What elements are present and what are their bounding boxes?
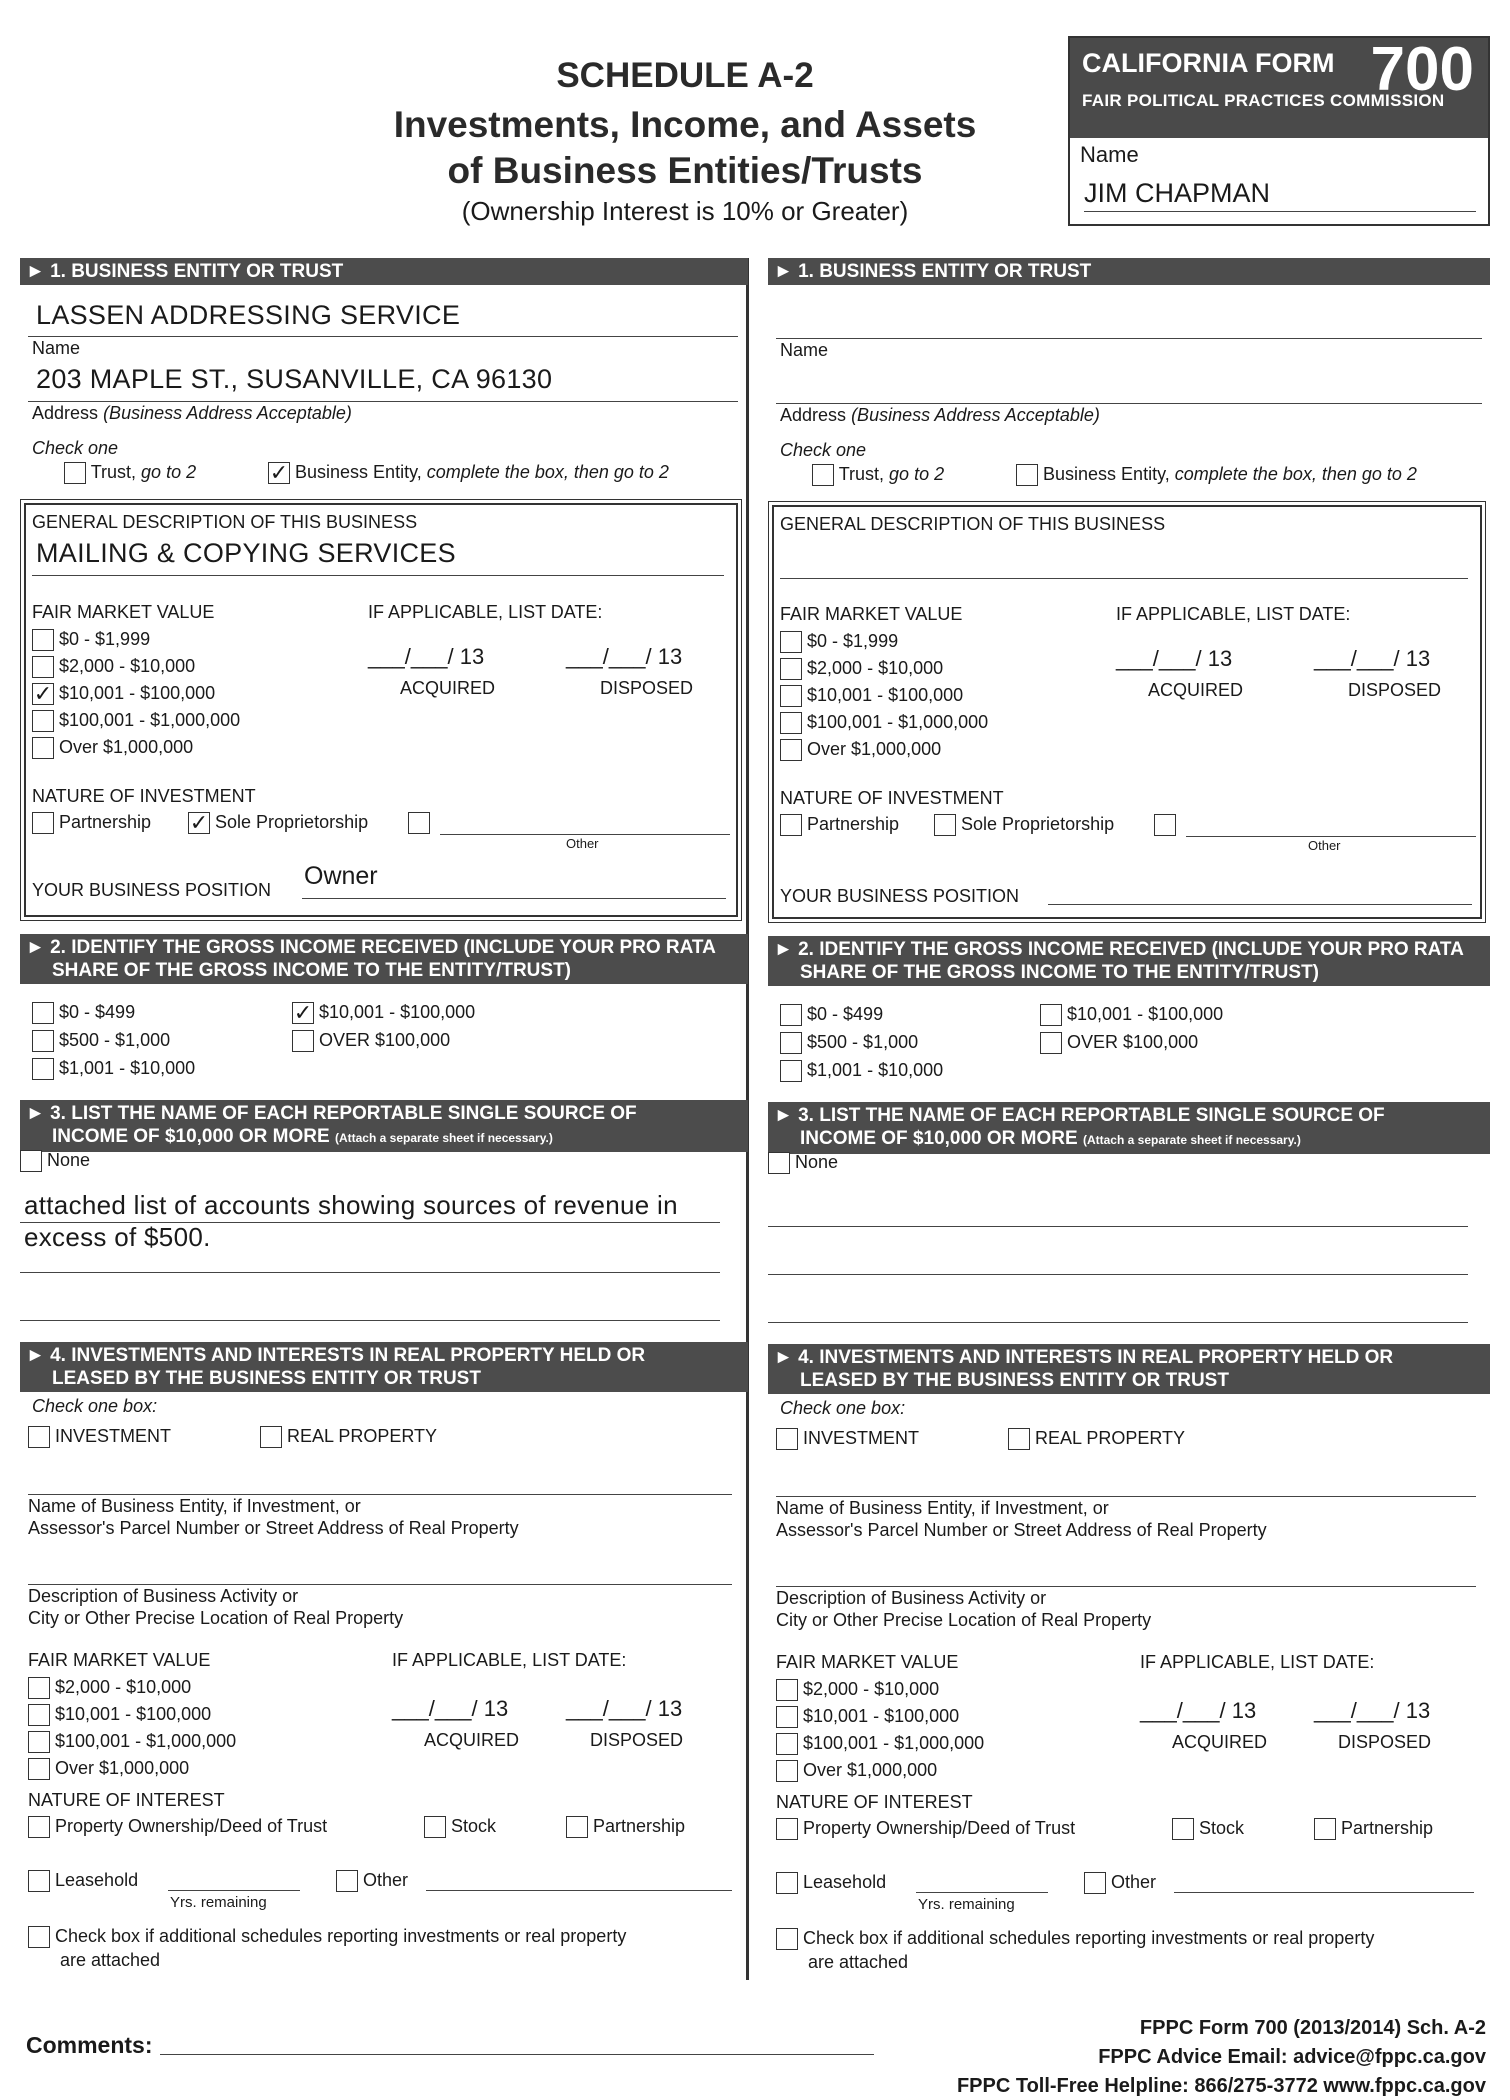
r-acquired-date-field[interactable]: ___/___/ 13	[1116, 646, 1233, 671]
acquired-date-field[interactable]: ___/___/ 13	[368, 644, 485, 669]
r-fmv-checkbox-4[interactable]	[780, 712, 802, 734]
business-description-field[interactable]	[32, 575, 724, 576]
form-label: CALIFORNIA FORM	[1082, 48, 1335, 78]
r-name-label: Name	[780, 340, 829, 360]
income-option-5: OVER $100,000	[319, 1030, 451, 1050]
r-other-interest-field[interactable]	[1174, 1892, 1474, 1893]
r-fmv-checkbox-5[interactable]	[780, 739, 802, 761]
nature-investment-label: NATURE OF INVESTMENT	[32, 786, 256, 806]
fmv-checkbox-3[interactable]: ✓	[33, 681, 53, 707]
r-income-option-2: $500 - $1,000	[807, 1032, 919, 1052]
income-option-4: $10,001 - $100,000	[319, 1002, 476, 1022]
r-business-entity-label: Business Entity,	[1043, 464, 1170, 484]
r-check-one-box-label: Check one box:	[780, 1398, 906, 1418]
r-income-checkbox-5[interactable]	[1040, 1032, 1062, 1054]
r-description-activity-label: Description of Business Activity or	[776, 1588, 1047, 1608]
none-checkbox[interactable]	[20, 1150, 42, 1172]
r-section4-header-line2: LEASED BY THE BUSINESS ENTITY OR TRUST	[800, 1370, 1229, 1391]
r-check-one-label: Check one	[780, 440, 867, 460]
check-one-label: Check one	[32, 438, 119, 458]
form-title-line1: Investments, Income, and Assets	[393, 104, 977, 145]
general-description-label: GENERAL DESCRIPTION OF THIS BUSINESS	[32, 512, 418, 532]
r-nature-investment-label: NATURE OF INVESTMENT	[780, 788, 1004, 808]
description-activity-label: Description of Business Activity or	[28, 1586, 299, 1606]
fmv-option-3: $10,001 - $100,000	[59, 683, 216, 703]
additional-schedules-label-2: are attached	[60, 1950, 161, 1970]
entity-name-field[interactable]	[28, 336, 738, 337]
stock-checkbox[interactable]	[424, 1816, 446, 1838]
income-checkbox-1[interactable]	[32, 1002, 54, 1024]
r-business-activity-field[interactable]	[776, 1586, 1476, 1587]
sole-proprietorship-checkbox[interactable]: ✓	[189, 810, 209, 836]
r-real-property-checkbox[interactable]	[1008, 1428, 1030, 1450]
r-business-description-field[interactable]	[780, 578, 1468, 579]
form-subtitle: (Ownership Interest is 10% or Greater)	[461, 196, 909, 226]
r-additional-schedules-checkbox[interactable]	[776, 1928, 798, 1950]
property-fmv-checkbox-1[interactable]	[28, 1677, 50, 1699]
fmv-label: FAIR MARKET VALUE	[32, 602, 215, 622]
entity-name-value: LASSEN ADDRESSING SERVICE	[36, 300, 461, 330]
r-section3-header-line2: INCOME OF $10,000 OR MORE	[800, 1128, 1078, 1149]
r-property-fmv-checkbox-1[interactable]	[776, 1679, 798, 1701]
fmv-option-4: $100,001 - $1,000,000	[59, 710, 241, 730]
r-additional-schedules-label: Check box if additional schedules reporting investments or real property	[803, 1928, 1375, 1948]
r-section3-header-line1: ► 3. LIST THE NAME OF EACH REPORTABLE SINGLE SOURCE OF	[774, 1105, 1385, 1126]
real-property-label: REAL PROPERTY	[287, 1426, 438, 1446]
r-other-investment-checkbox[interactable]	[1154, 814, 1176, 836]
property-fmv-option-1: $2,000 - $10,000	[55, 1677, 192, 1697]
r-fmv-checkbox-1[interactable]	[780, 631, 802, 653]
partnership-checkbox[interactable]	[32, 812, 54, 834]
r-general-description-label: GENERAL DESCRIPTION OF THIS BUSINESS	[780, 514, 1166, 534]
leasehold-label: Leasehold	[55, 1870, 139, 1890]
r-income-option-4: $10,001 - $100,000	[1067, 1004, 1224, 1024]
r-business-position-field[interactable]	[1048, 904, 1472, 905]
interest-partnership-label: Partnership	[593, 1816, 686, 1836]
r-address-field[interactable]	[776, 403, 1482, 404]
real-property-checkbox[interactable]	[260, 1426, 282, 1448]
income-checkbox-3[interactable]	[32, 1058, 54, 1080]
r-property-fmv-option-3: $100,001 - $1,000,000	[803, 1733, 985, 1753]
disposed-label: DISPOSED	[600, 678, 694, 698]
property-fmv-option-2: $10,001 - $100,000	[55, 1704, 212, 1724]
schedule-title: SCHEDULE A-2	[556, 56, 814, 95]
years-remaining-label: Yrs. remaining	[170, 1894, 267, 1911]
property-acquired-date-field[interactable]: ___/___/ 13	[392, 1696, 509, 1721]
property-ownership-label: Property Ownership/Deed of Trust	[55, 1816, 328, 1836]
property-disposed-date-field[interactable]: ___/___/ 13	[566, 1696, 683, 1721]
r-address-note: (Business Address Acceptable)	[851, 405, 1100, 425]
r-fmv-option-5: Over $1,000,000	[807, 739, 942, 759]
section3-header-line2: INCOME OF $10,000 OR MORE	[52, 1126, 330, 1147]
right-column	[768, 258, 1490, 1980]
section1-header: ► 1. BUSINESS ENTITY OR TRUST	[20, 258, 748, 285]
r-trust-checkbox[interactable]	[812, 464, 834, 486]
check-one-box-label: Check one box:	[32, 1396, 158, 1416]
acquired-label: ACQUIRED	[400, 678, 496, 698]
r-property-list-date-label: IF APPLICABLE, LIST DATE:	[1140, 1652, 1375, 1672]
income-sources-line2: excess of $500.	[24, 1222, 211, 1252]
property-fmv-label: FAIR MARKET VALUE	[28, 1650, 211, 1670]
sole-proprietorship-label: Sole Proprietorship	[215, 812, 369, 832]
fmv-checkbox-4[interactable]	[32, 710, 54, 732]
other-interest-label: Other	[363, 1870, 409, 1890]
r-section4-header-line1: ► 4. INVESTMENTS AND INTERESTS IN REAL PROPERTY HELD OR	[774, 1347, 1394, 1368]
r-investment-checkbox[interactable]	[776, 1428, 798, 1450]
r-interest-partnership-label: Partnership	[1341, 1818, 1434, 1838]
r-fmv-label: FAIR MARKET VALUE	[780, 604, 963, 624]
property-fmv-checkbox-2[interactable]	[28, 1704, 50, 1726]
years-remaining-field[interactable]	[168, 1890, 300, 1891]
r-stock-label: Stock	[1199, 1818, 1245, 1838]
r-fmv-checkbox-3[interactable]	[780, 685, 802, 707]
fmv-checkbox-5[interactable]	[32, 737, 54, 759]
r-income-checkbox-1[interactable]	[780, 1004, 802, 1026]
income-option-3: $1,001 - $10,000	[59, 1058, 196, 1078]
r-fmv-option-4: $100,001 - $1,000,000	[807, 712, 989, 732]
r-other-interest-label: Other	[1111, 1872, 1157, 1892]
form-number: 700	[1370, 35, 1474, 104]
name-business-entity-label: Name of Business Entity, if Investment, or	[28, 1496, 361, 1516]
income-sources-field-2[interactable]	[20, 1272, 720, 1273]
business-position-value: Owner	[304, 862, 378, 890]
form-title-line2: of Business Entities/Trusts	[447, 150, 923, 191]
property-disposed-label: DISPOSED	[590, 1730, 684, 1750]
income-sources-line1: attached list of accounts showing sources of revenue in	[24, 1190, 678, 1220]
property-fmv-checkbox-4[interactable]	[28, 1758, 50, 1780]
r-assessor-parcel-label: Assessor's Parcel Number or Street Address of Real Property	[776, 1520, 1267, 1540]
r-stock-checkbox[interactable]	[1172, 1818, 1194, 1840]
r-disposed-date-field[interactable]: ___/___/ 13	[1314, 646, 1431, 671]
business-description-value: MAILING & COPYING SERVICES	[36, 538, 456, 568]
trust-checkbox[interactable]	[64, 462, 86, 484]
property-fmv-checkbox-3[interactable]	[28, 1731, 50, 1753]
address-note: (Business Address Acceptable)	[103, 403, 352, 423]
footer-form-id: FPPC Form 700 (2013/2014) Sch. A-2	[1139, 2017, 1486, 2039]
filer-name-label: Name	[1080, 142, 1139, 167]
r-partnership-checkbox[interactable]	[780, 814, 802, 836]
r-property-fmv-checkbox-2[interactable]	[776, 1706, 798, 1728]
business-entity-label: Business Entity,	[295, 462, 422, 482]
r-property-ownership-checkbox[interactable]	[776, 1818, 798, 1840]
r-income-option-1: $0 - $499	[807, 1004, 884, 1024]
section3-note: (Attach a separate sheet if necessary.)	[334, 1131, 553, 1145]
partnership-label: Partnership	[59, 812, 152, 832]
address-value: 203 MAPLE ST., SUSANVILLE, CA 96130	[36, 364, 553, 394]
r-list-date-label: IF APPLICABLE, LIST DATE:	[1116, 604, 1351, 624]
r-section2-header-line2: SHARE OF THE GROSS INCOME TO THE ENTITY/TRUST)	[800, 962, 1320, 983]
footer-helpline: FPPC Toll-Free Helpline: 866/275-3772 www.fppc.ca.gov	[956, 2075, 1486, 2097]
r-trust-label: Trust,	[838, 464, 885, 484]
r-section3-note: (Attach a separate sheet if necessary.)	[1082, 1133, 1301, 1147]
income-option-1: $0 - $499	[59, 1002, 136, 1022]
comments-label: Comments:	[26, 2032, 153, 2058]
trust-go-label: go to 2	[141, 462, 197, 482]
property-fmv-option-3: $100,001 - $1,000,000	[55, 1731, 237, 1751]
r-other-interest-checkbox[interactable]	[1084, 1872, 1106, 1894]
name-label: Name	[32, 338, 81, 358]
other-investment-field[interactable]	[440, 834, 730, 835]
r-years-remaining-label: Yrs. remaining	[918, 1896, 1015, 1913]
r-business-position-label: YOUR BUSINESS POSITION	[780, 886, 1020, 906]
r-property-disposed-label: DISPOSED	[1338, 1732, 1432, 1752]
nature-interest-label: NATURE OF INTEREST	[28, 1790, 225, 1810]
r-trust-go-label: go to 2	[889, 464, 945, 484]
property-acquired-label: ACQUIRED	[424, 1730, 520, 1750]
r-property-fmv-option-4: Over $1,000,000	[803, 1760, 938, 1780]
other-interest-field[interactable]	[426, 1890, 732, 1891]
r-fmv-checkbox-2[interactable]	[780, 658, 802, 680]
form-id-header	[1070, 35, 1488, 138]
stock-label: Stock	[451, 1816, 497, 1836]
business-entity-checkbox[interactable]: ✓	[269, 460, 289, 486]
fmv-option-2: $2,000 - $10,000	[59, 656, 196, 676]
r-business-entity-name-field[interactable]	[776, 1496, 1476, 1497]
none-label: None	[47, 1150, 91, 1170]
income-option-2: $500 - $1,000	[59, 1030, 171, 1050]
r-entity-name-field[interactable]	[776, 338, 1482, 339]
left-column	[20, 258, 748, 1980]
business-entity-note: complete the box, then go to 2	[426, 462, 669, 482]
section4-header-line1: ► 4. INVESTMENTS AND INTERESTS IN REAL PROPERTY HELD OR	[26, 1345, 646, 1366]
r-property-acquired-date-field[interactable]: ___/___/ 13	[1140, 1698, 1257, 1723]
trust-label: Trust,	[90, 462, 137, 482]
additional-schedules-label: Check box if additional schedules reporting investments or real property	[55, 1926, 627, 1946]
investment-checkbox[interactable]	[28, 1426, 50, 1448]
r-none-label: None	[795, 1152, 839, 1172]
r-acquired-label: ACQUIRED	[1148, 680, 1244, 700]
address-label: Address	[32, 403, 99, 423]
r-address-label: Address	[780, 405, 847, 425]
r-sole-proprietorship-label: Sole Proprietorship	[961, 814, 1115, 834]
r-nature-interest-label: NATURE OF INTEREST	[776, 1792, 973, 1812]
r-none-checkbox[interactable]	[768, 1152, 790, 1174]
leasehold-checkbox[interactable]	[28, 1870, 50, 1892]
comments-field[interactable]	[160, 2054, 874, 2055]
r-income-checkbox-2[interactable]	[780, 1032, 802, 1054]
fmv-option-5: Over $1,000,000	[59, 737, 194, 757]
business-activity-field[interactable]	[28, 1584, 732, 1585]
r-property-fmv-option-2: $10,001 - $100,000	[803, 1706, 960, 1726]
business-position-label: YOUR BUSINESS POSITION	[32, 880, 272, 900]
property-fmv-option-4: Over $1,000,000	[55, 1758, 190, 1778]
commission-label: FAIR POLITICAL PRACTICES COMMISSION	[1082, 91, 1445, 110]
r-name-business-entity-label: Name of Business Entity, if Investment, or	[776, 1498, 1109, 1518]
section3-header-line1: ► 3. LIST THE NAME OF EACH REPORTABLE SINGLE SOURCE OF	[26, 1103, 637, 1124]
r-real-property-label: REAL PROPERTY	[1035, 1428, 1186, 1448]
r-property-fmv-option-1: $2,000 - $10,000	[803, 1679, 940, 1699]
other-label: Other	[566, 836, 599, 851]
investment-label: INVESTMENT	[55, 1426, 172, 1446]
r-partnership-label: Partnership	[807, 814, 900, 834]
r-other-label: Other	[1308, 838, 1341, 853]
r-property-fmv-label: FAIR MARKET VALUE	[776, 1652, 959, 1672]
fmv-checkbox-1[interactable]	[32, 629, 54, 651]
r-interest-partnership-checkbox[interactable]	[1314, 1818, 1336, 1840]
r-investment-label: INVESTMENT	[803, 1428, 920, 1448]
r-section1-header: ► 1. BUSINESS ENTITY OR TRUST	[768, 258, 1490, 285]
r-fmv-option-3: $10,001 - $100,000	[807, 685, 964, 705]
r-property-acquired-label: ACQUIRED	[1172, 1732, 1268, 1752]
r-city-location-label: City or Other Precise Location of Real Property	[776, 1610, 1152, 1630]
section2-header-line2: SHARE OF THE GROSS INCOME TO THE ENTITY/TRUST)	[52, 960, 572, 981]
r-income-sources-field-1[interactable]	[768, 1226, 1468, 1227]
income-checkbox-2[interactable]	[32, 1030, 54, 1052]
business-position-field[interactable]	[302, 898, 726, 899]
r-business-entity-note: complete the box, then go to 2	[1174, 464, 1417, 484]
r-income-sources-field-2[interactable]	[768, 1274, 1468, 1275]
filer-name-field[interactable]: JIM CHAPMAN	[1084, 178, 1476, 212]
r-leasehold-label: Leasehold	[803, 1872, 887, 1892]
business-entity-name-field[interactable]	[28, 1494, 732, 1495]
r-income-checkbox-3[interactable]	[780, 1060, 802, 1082]
other-investment-checkbox[interactable]	[408, 812, 430, 834]
income-checkbox-4[interactable]: ✓	[293, 1000, 313, 1026]
disposed-date-field[interactable]: ___/___/ 13	[566, 644, 683, 669]
r-business-entity-checkbox[interactable]	[1016, 464, 1038, 486]
r-fmv-option-2: $2,000 - $10,000	[807, 658, 944, 678]
form-id-box	[1068, 36, 1490, 226]
fmv-option-1: $0 - $1,999	[59, 629, 151, 649]
other-interest-checkbox[interactable]	[336, 1870, 358, 1892]
r-additional-schedules-label-2: are attached	[808, 1952, 909, 1972]
r-income-option-5: OVER $100,000	[1067, 1032, 1199, 1052]
r-section2-header-line1: ► 2. IDENTIFY THE GROSS INCOME RECEIVED (INCLUDE YOUR PRO RATA	[774, 939, 1464, 960]
assessor-parcel-label: Assessor's Parcel Number or Street Address of Real Property	[28, 1518, 519, 1538]
address-field[interactable]	[28, 401, 738, 402]
interest-partnership-checkbox[interactable]	[566, 1816, 588, 1838]
city-location-label: City or Other Precise Location of Real Property	[28, 1608, 404, 1628]
list-date-label: IF APPLICABLE, LIST DATE:	[368, 602, 603, 622]
income-sources-field-3[interactable]	[20, 1320, 720, 1321]
r-property-fmv-checkbox-3[interactable]	[776, 1733, 798, 1755]
r-income-checkbox-4[interactable]	[1040, 1004, 1062, 1026]
r-other-investment-field[interactable]	[1186, 836, 1476, 837]
r-property-fmv-checkbox-4[interactable]	[776, 1760, 798, 1782]
footer-advice-email: FPPC Advice Email: advice@fppc.ca.gov	[1098, 2046, 1486, 2068]
r-sole-proprietorship-checkbox[interactable]	[934, 814, 956, 836]
r-property-ownership-label: Property Ownership/Deed of Trust	[803, 1818, 1076, 1838]
r-fmv-option-1: $0 - $1,999	[807, 631, 899, 651]
property-list-date-label: IF APPLICABLE, LIST DATE:	[392, 1650, 627, 1670]
r-income-option-3: $1,001 - $10,000	[807, 1060, 944, 1080]
fmv-checkbox-2[interactable]	[32, 656, 54, 678]
section4-header-line2: LEASED BY THE BUSINESS ENTITY OR TRUST	[52, 1368, 481, 1389]
additional-schedules-checkbox[interactable]	[28, 1926, 50, 1948]
property-ownership-checkbox[interactable]	[28, 1816, 50, 1838]
r-years-remaining-field[interactable]	[916, 1892, 1048, 1893]
r-disposed-label: DISPOSED	[1348, 680, 1442, 700]
section2-header-line1: ► 2. IDENTIFY THE GROSS INCOME RECEIVED (INCLUDE YOUR PRO RATA	[26, 937, 716, 958]
income-checkbox-5[interactable]	[292, 1030, 314, 1052]
r-income-sources-field-3[interactable]	[768, 1322, 1468, 1323]
r-leasehold-checkbox[interactable]	[776, 1872, 798, 1894]
r-property-disposed-date-field[interactable]: ___/___/ 13	[1314, 1698, 1431, 1723]
